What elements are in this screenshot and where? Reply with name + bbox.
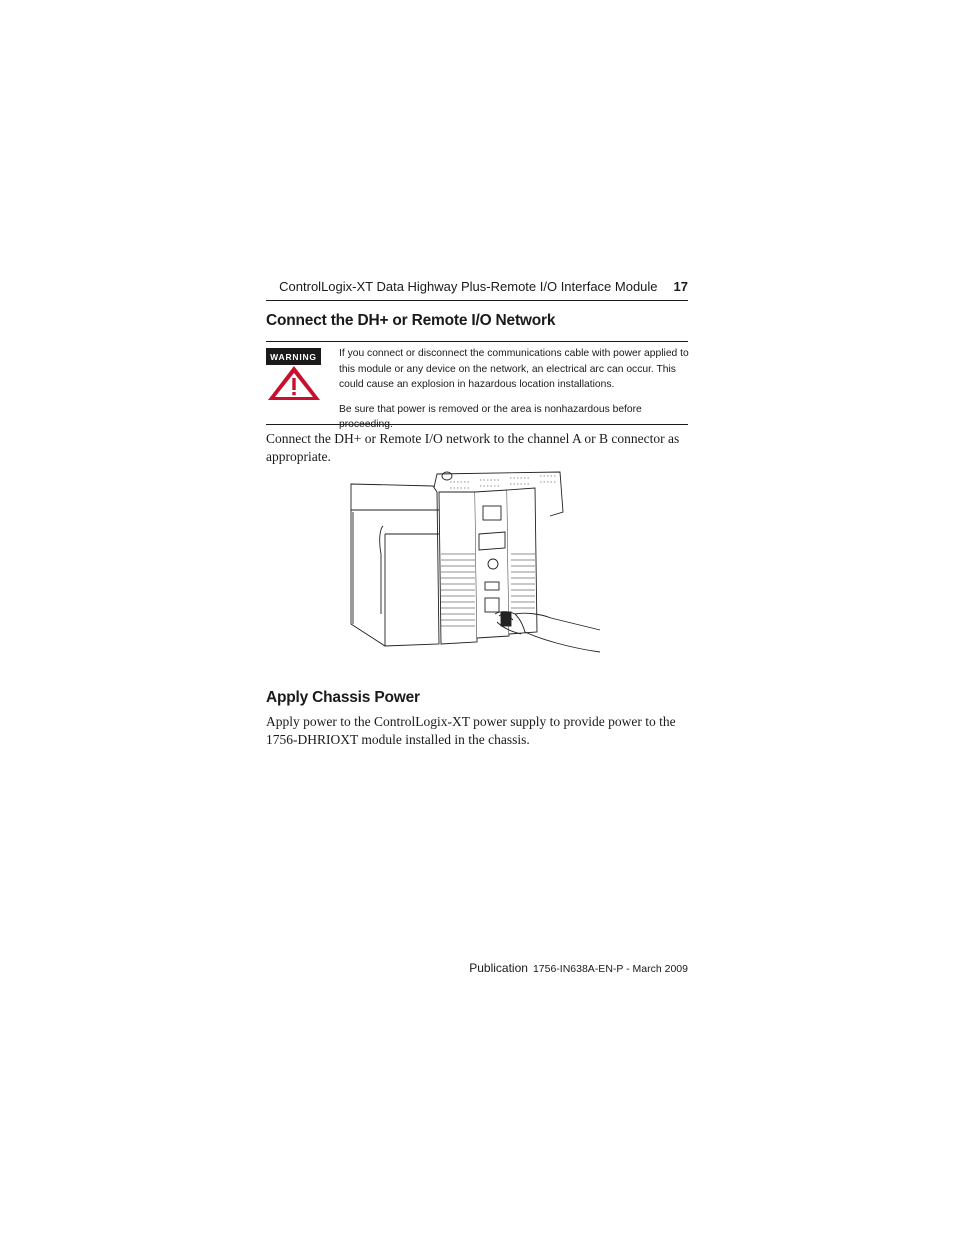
- body-paragraph-apply: Apply power to the ControlLogix-XT power supply to provide power to the 1756-DHRIOXT module installed in the chassis.: [266, 714, 676, 747]
- warning-top-rule: [266, 341, 688, 342]
- page-footer: [266, 961, 688, 975]
- publication-label: Publication: [469, 961, 528, 975]
- publication-number: 1756-IN638A-EN-P - March 2009: [532, 963, 688, 975]
- section-heading-connect-network: Connect the DH+ or Remote I/O Network: [266, 312, 556, 329]
- body-paragraph-connect: Connect the DH+ or Remote I/O network to the channel A or B connector as appropriate.: [266, 431, 680, 464]
- warning-badge: WARNING: [266, 348, 321, 365]
- warning-paragraph: If you connect or disconnect the communications cable with power applied to this module or any device on the network, an electrical arc can occur. This could cause an explosion in hazardous location installations.: [339, 348, 689, 390]
- section-heading-apply-power: Apply Chassis Power: [266, 689, 420, 706]
- chassis-connector-illustration: [345, 464, 605, 664]
- running-header: [266, 276, 688, 296]
- page-number: 17: [673, 278, 688, 294]
- warning-triangle-icon: [266, 364, 322, 402]
- header-rule: [266, 300, 688, 301]
- warning-message: [339, 346, 691, 433]
- document-title: ControlLogix-XT Data Highway Plus-Remote I/O Interface Module: [279, 278, 658, 294]
- warning-paragraph: Be sure that power is removed or the area is nonhazardous before proceeding.: [339, 403, 642, 430]
- warning-bottom-rule: [266, 424, 688, 425]
